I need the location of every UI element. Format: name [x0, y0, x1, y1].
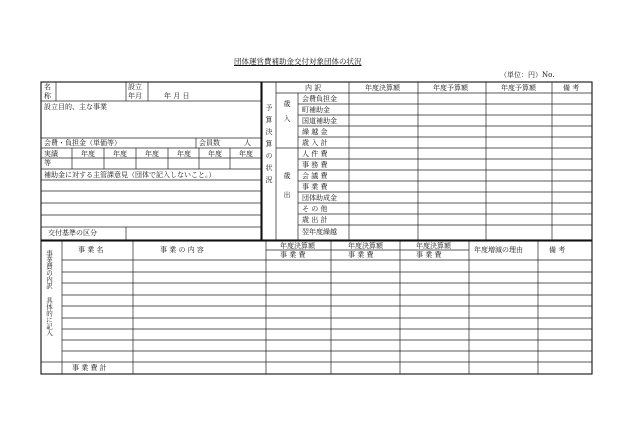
unit-label: （単位：円）No.: [500, 71, 555, 79]
year-label-6: 年度: [239, 150, 253, 158]
founded-label: 設立年月: [128, 83, 142, 100]
year-label-2: 年度: [113, 150, 127, 158]
col-cur: 年度予算額: [433, 84, 468, 92]
income-item: 歳 入 計: [302, 139, 328, 147]
purpose-label: 設立目的、主な事業: [44, 103, 107, 111]
form-title: 団体運営費補助金交付対象団体の状況: [234, 57, 362, 66]
members-unit: 人: [244, 139, 251, 147]
col-next: 年度予算額: [501, 84, 536, 92]
col-cost-3: 事 業 費: [416, 251, 442, 259]
col-cost-2: 事 業 費: [348, 251, 374, 259]
founded-date: 年 月 日: [164, 92, 190, 100]
opinion-label: 補助金に対する主管課意見（団体で記入しないこと。）: [44, 171, 216, 179]
col-reason: 年度増減の理由: [474, 246, 523, 254]
name-label: 名 称: [44, 83, 51, 100]
expense-item: そ の 他: [302, 205, 328, 213]
col-note: 備 考: [563, 84, 580, 92]
expense-item: 事 務 費: [302, 161, 328, 169]
expense-item: 人 件 費: [302, 150, 328, 158]
results-label: 実績等: [44, 150, 58, 167]
members-label: 会員数: [199, 139, 220, 147]
expense-item: 団体助成金: [302, 194, 337, 202]
year-label-1: 年度: [81, 150, 95, 158]
col-cost-1: 事 業 費: [280, 251, 306, 259]
col-year-3: 年度決算額: [416, 242, 451, 250]
income-label: 歳入: [283, 100, 291, 130]
year-label-3: 年度: [145, 150, 159, 158]
expense-item: 翌年度繰越: [302, 228, 337, 236]
col-prev: 年度決算額: [365, 84, 400, 92]
criteria-label: 交付基準の区分: [48, 229, 97, 237]
col-bottom-note: 備 考: [549, 246, 566, 254]
fee-label: 会費・負担金（単価等）: [44, 139, 121, 147]
col-year-2: 年度決算額: [348, 242, 383, 250]
income-item: 町補助金: [302, 106, 330, 114]
breakdown-side-label: 事業費の内訳 具体的に記入: [45, 250, 53, 336]
col-project-content: 事 業 の 内 容: [160, 246, 204, 254]
col-item: 内 訳: [305, 84, 322, 92]
year-label-5: 年度: [208, 150, 222, 158]
budget-side-label: 予算決算の状況: [265, 104, 273, 188]
expense-item: 会 議 費: [302, 172, 328, 180]
expense-label: 歳出: [283, 172, 291, 210]
expense-item: 事 業 費: [302, 183, 328, 191]
income-item: 国道補助金: [302, 117, 337, 125]
year-label-4: 年度: [177, 150, 191, 158]
expense-item: 歳 出 計: [302, 216, 328, 224]
col-project-name: 事 業 名: [78, 246, 104, 254]
col-year-1: 年度決算額: [280, 242, 315, 250]
project-cost-total: 事 業 費 計: [72, 364, 107, 372]
income-item: 繰 越 金: [302, 128, 328, 136]
income-item: 会費負担金: [302, 95, 337, 103]
